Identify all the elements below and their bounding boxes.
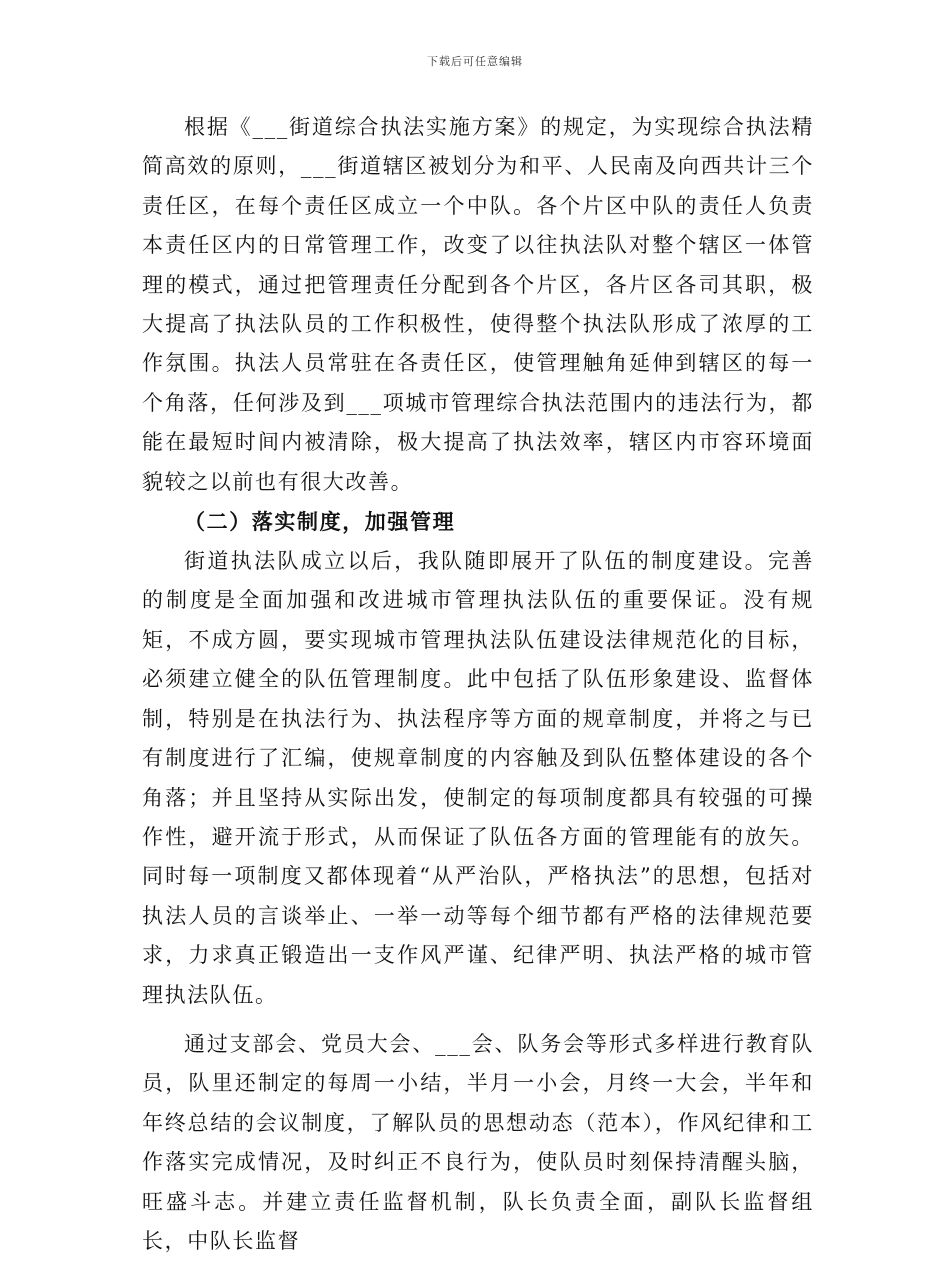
section-heading-2: （二）落实制度，加强管理 <box>184 509 456 535</box>
paragraph-2: 街道执法队成立以后，我队随即展开了队伍的制度建设。完善的制度是全面加强和改进城市管理执法队伍的重要保证。没有规矩，不成方圆，要实现城市管理执法队伍建设法律规范化的目标，必须建立健全的队伍管理制度。此中包括了队伍形象建设、监督体制，特别是在执法行为、执法程序等方面的规章制度，并将之与已有制度进行了汇编，使规章制度的内容触及到队伍整体建设的各个角落；并且坚持从实际出发，使制定的每项制度都具有较强的可操作性，避开流于形式，从而保证了队伍各方面的管理能有的放矢。同时每一项制度又都体现着“从严治队，严格执法”的思想，包括对执法人员的言谈举止、一举一动等每个细节都有严格的法律规范要求，力求真正锻造出一支作风严谨、纪律严明、执法严格的城市管理执法队伍。 <box>142 549 814 1007</box>
page-header: 下载后可任意编辑 <box>427 55 523 68</box>
document-body <box>142 108 814 1261</box>
paragraph-3: 通过支部会、党员大会、___会、队务会等形式多样进行教育队员，队里还制定的每周一小结，半月一小会，月终一大会，半年和年终总结的会议制度，了解队员的思想动态（范本），作风纪律和工作落实完成情况，及时纠正不良行为，使队员时刻保持清醒头脑，旺盛斗志。并建立责任监督机制，队长负责全面，副队长监督组长，中队长监督 <box>142 1031 814 1253</box>
paragraph-1: 根据《___街道综合执法实施方案》的规定，为实现综合执法精简高效的原则，___街道辖区被划分为和平、人民南及向西共计三个责任区，在每个责任区成立一个中队。各个片区中队的责任人负责本责任区内的日常管理工作，改变了以往执法队对整个辖区一体管理的模式，通过把管理责任分配到各个片区，各片区各司其职，极大提高了执法队员的工作积极性，使得整个执法队形成了浓厚的工作氛围。执法人员常驻在各责任区，使管理触角延伸到辖区的每一个角落，任何涉及到___项城市管理综合执法范围内的违法行为，都能在最短时间内被清除，极大提高了执法效率，辖区内市容环境面貌较之以前也有很大改善。 <box>142 115 814 494</box>
